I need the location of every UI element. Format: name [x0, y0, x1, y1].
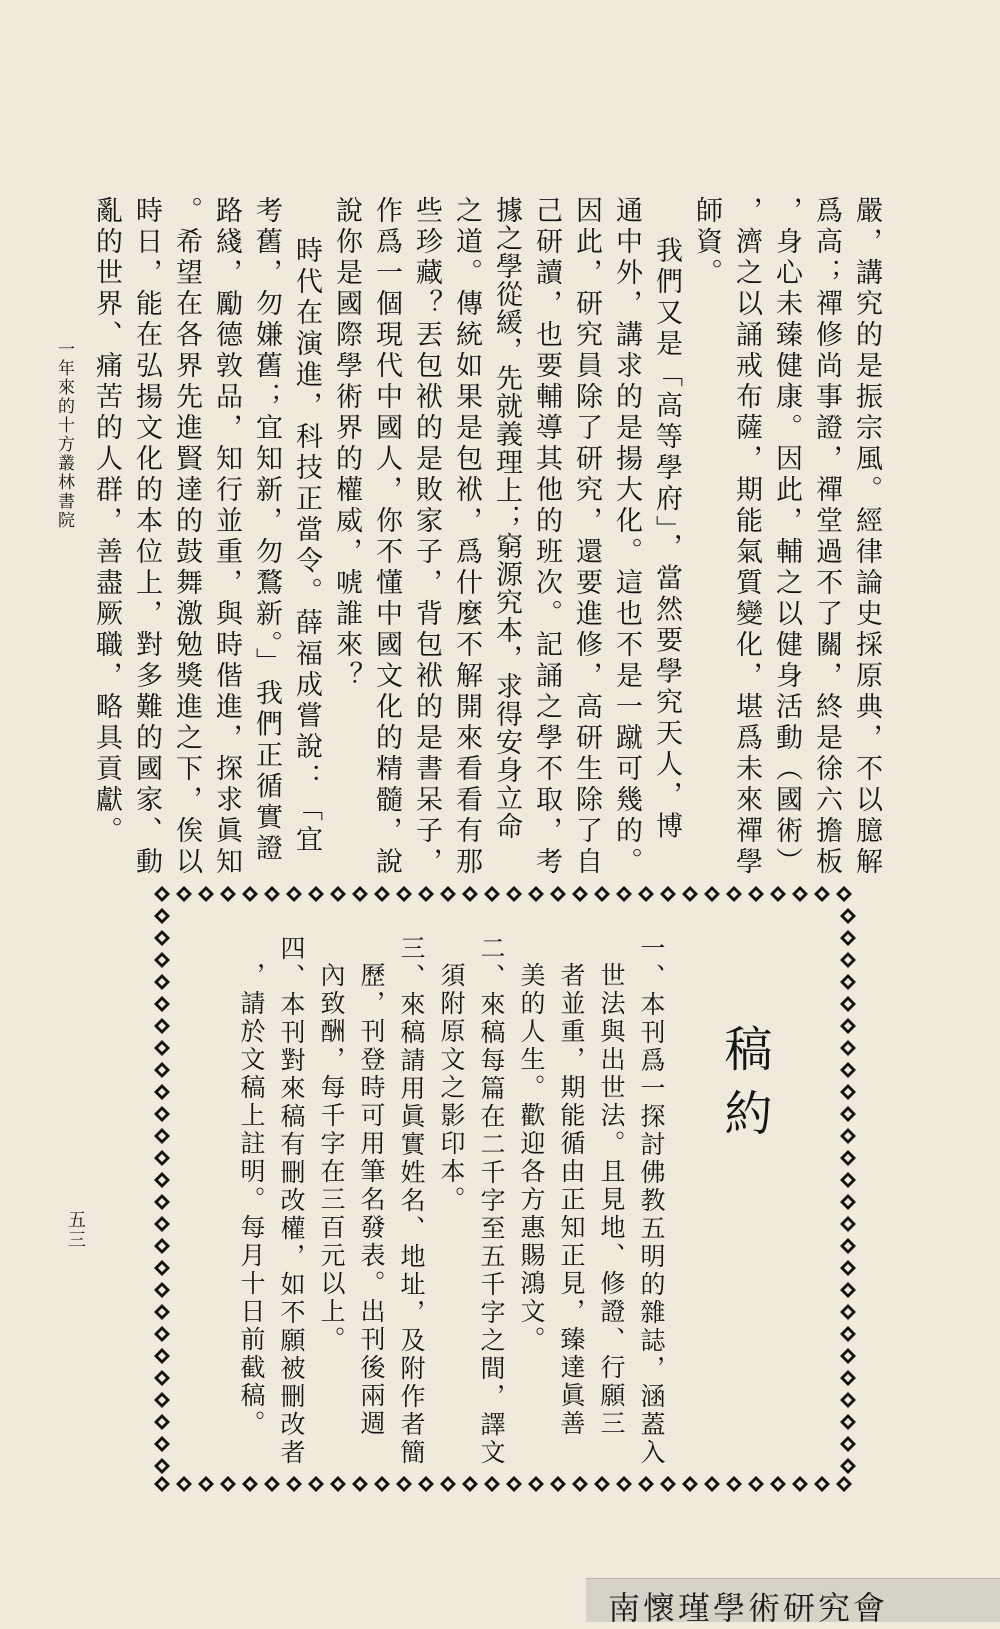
body-column: 路綫，勵德敦品，知行並重，與時偕進，探求眞知	[211, 196, 242, 878]
notice-title: 稿約	[716, 1024, 772, 1152]
body-column: 之道。傳統如果是包袱，爲什麼不解開來看看有那	[451, 196, 482, 878]
notice-item: 二、來稿每篇在二千字至五千字之間，譯文	[477, 935, 506, 1467]
body-column: ，身心未臻健康。因此，輔之以健身活動（國術）	[771, 196, 802, 878]
body-column: 考舊，勿嫌舊；宜知新，勿鶩新。」我們正循實證	[251, 196, 282, 865]
body-column: 嚴，講究的是振宗風。經律論史採原典，不以臆解	[851, 196, 882, 878]
body-column: 些珍藏？丟包袱的是敗家子，背包袱的是書呆子，	[411, 196, 442, 878]
page-number: 五三	[65, 1210, 86, 1250]
notice-item: 者並重，期能循由正知正見，臻達眞善	[557, 962, 586, 1438]
notice-item: 歷，刊登時可用筆名發表。出刊後兩週	[357, 962, 386, 1438]
body-column: 因此，研究員除了研究，還要進修，高研生除了自	[571, 196, 602, 878]
notice-item: 須附原文之影印本。	[437, 962, 466, 1214]
body-column: 亂的世界、痛苦的人群，善盡厥職，略具貢獻。	[91, 196, 122, 847]
body-column: 己研讀，也要輔導其他的班次。記誦之學不取，考	[531, 196, 562, 878]
running-head: 一年來的十方叢林書院	[54, 340, 74, 530]
body-column: 通中外，講求的是揚大化。這也不是一蹴可幾的。	[611, 196, 642, 878]
watermark-banner	[586, 1578, 1000, 1627]
body-column: 師資。	[691, 196, 722, 289]
body-column: 據之學從緩，先就義理上；窮源究本，求得安身立命	[491, 196, 522, 840]
body-column: 我們又是「高等學府」，當然要學究天人，博	[651, 236, 682, 843]
body-column: 時代在演進，科技正當令。薛福成嘗說：「宜	[291, 236, 322, 856]
notice-item: 內致酬，每千字在三百元以上。	[317, 962, 346, 1354]
notice-item: ，請於文稿上註明。每月十日前截稿。	[237, 962, 266, 1438]
body-column: ，濟之以誦戒布薩，期能氣質變化，堪爲未來禪學	[731, 196, 762, 878]
notice-item: 世法與出世法。且見地、修證、行願三	[597, 962, 626, 1438]
body-column: 時日，能在弘揚文化的本位上，對多難的國家、動	[131, 196, 162, 878]
notice-item: 四、本刊對來稿有刪改權，如不願被刪改者	[277, 935, 306, 1467]
notice-item: 三、來稿請用眞實姓名、地址，及附作者簡	[397, 935, 426, 1467]
notice-item: 一、本刊爲一探討佛教五明的雜誌，涵蓋入	[637, 935, 666, 1467]
body-column: 說你是國際學術界的權威，唬誰來？	[331, 196, 362, 692]
notice-item: 美的人生。歡迎各方惠賜鴻文。	[517, 962, 546, 1354]
body-column: 。希望在各界先進賢達的鼓舞激勉獎進之下，俟以	[171, 196, 202, 878]
body-column: 作爲一個現代中國人，你不懂中國文化的精髓，說	[371, 196, 402, 878]
watermark-text: 南懷瑾學術研究會	[608, 1589, 889, 1627]
body-column: 爲高；禪修尚事證，禪堂過不了關，終是徐六擔板	[811, 196, 842, 878]
